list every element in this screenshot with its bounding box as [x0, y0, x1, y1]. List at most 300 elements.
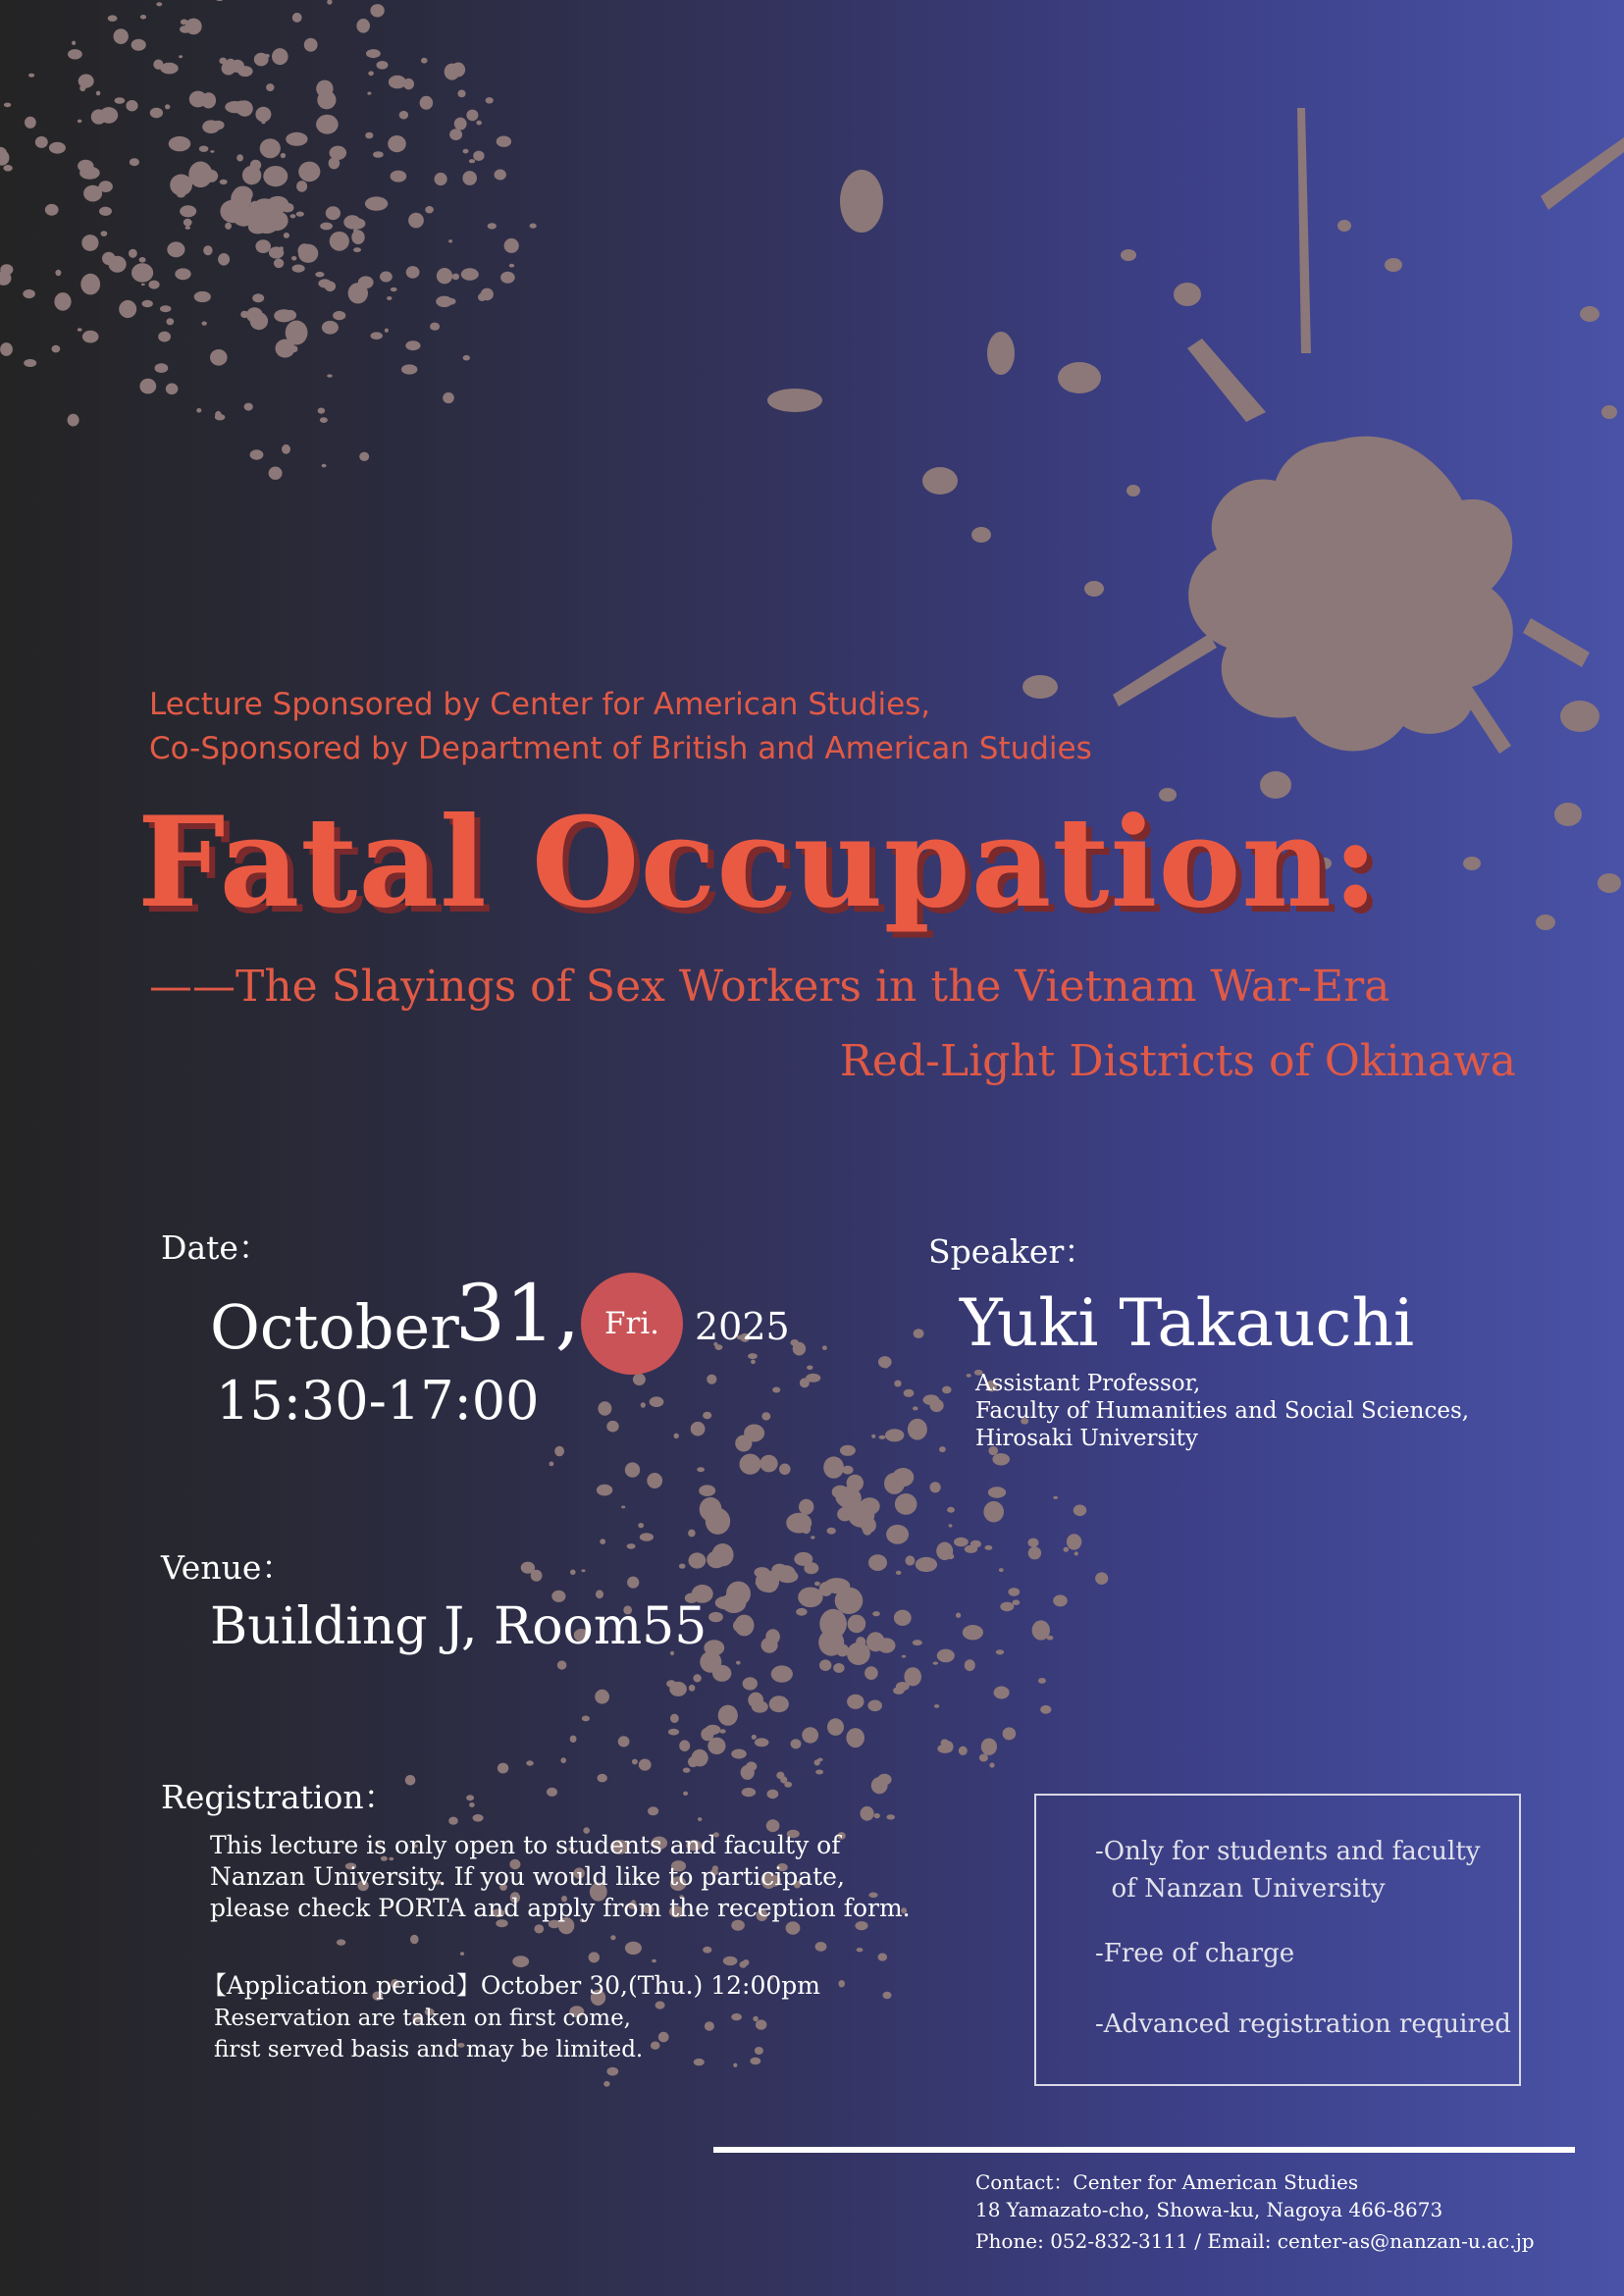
- splatter-dot: [703, 1947, 711, 1954]
- splatter-dot: [80, 274, 100, 295]
- splatter-dot: [25, 117, 36, 129]
- splatter-dot: [618, 1736, 630, 1747]
- splatter-dot: [827, 1528, 836, 1535]
- splatter-dot: [923, 1394, 940, 1405]
- splatter-dot: [985, 1545, 993, 1550]
- splatter-dot: [213, 0, 227, 1]
- splatter-dot: [913, 1406, 918, 1410]
- splatter-dot: [203, 245, 212, 255]
- splatter-dot: [498, 1763, 508, 1774]
- splatter-dot: [823, 1456, 844, 1478]
- splatter-dot: [430, 323, 440, 331]
- splatter-dot: [296, 181, 307, 192]
- eligibility-item-3: -Advanced registration required: [1095, 2009, 1511, 2039]
- splatter-dot: [509, 264, 514, 268]
- splatter-dot: [469, 159, 475, 163]
- splatter-dot: [650, 1396, 664, 1407]
- splatter-dot: [292, 13, 302, 23]
- splatter-dot: [866, 1632, 885, 1651]
- splatter-dot: [916, 1557, 937, 1572]
- splatter-dot: [652, 1959, 656, 1962]
- splatter-dot: [833, 1663, 844, 1673]
- splatter-dot: [748, 1693, 763, 1708]
- splatter-dot: [266, 83, 274, 91]
- splatter-dot: [697, 1467, 705, 1472]
- event-title: Fatal Occupation:: [137, 790, 1380, 935]
- splatter-dot: [140, 15, 146, 20]
- splatter-dot: [640, 1533, 654, 1541]
- splatter-dot: [165, 104, 170, 109]
- splatter-dot: [68, 414, 79, 427]
- splatter-dot: [679, 1740, 690, 1751]
- splatter-dot: [760, 1455, 777, 1473]
- splatter-dot: [554, 1446, 564, 1457]
- splatter-dot: [1028, 1539, 1039, 1547]
- splatter-dot: [49, 142, 66, 154]
- splatter-dot: [1013, 1599, 1021, 1605]
- splatter-dot: [23, 289, 35, 298]
- splatter-dot: [185, 226, 190, 230]
- contact-phone-email: Phone: 052-832-3111 / Email: center-as@nanzan-u.ac.jp: [975, 2229, 1535, 2253]
- splatter-dot: [804, 1562, 818, 1574]
- splatter-dot: [79, 167, 100, 180]
- splatter-dot: [252, 293, 264, 302]
- splatter-dot: [994, 1687, 1010, 1699]
- splatter-dot: [847, 1643, 870, 1665]
- splatter-dot: [689, 1552, 707, 1568]
- splatter-dot: [322, 321, 339, 335]
- splatter-dot: [711, 1543, 733, 1566]
- splatter-dot: [236, 154, 243, 161]
- splatter-dot: [718, 1705, 738, 1726]
- splatter-dot: [156, 2, 162, 6]
- splatter-dot: [78, 120, 82, 124]
- splatter-dot: [992, 1453, 1010, 1465]
- splatter-dot: [225, 223, 232, 230]
- registration-text-2: Nanzan University. If you would like to participate,: [210, 1862, 845, 1891]
- splatter-dot: [272, 48, 288, 65]
- splatter-dot: [779, 1464, 791, 1476]
- splatter-dot: [250, 312, 268, 330]
- splatter-dot: [476, 121, 482, 126]
- splatter-dot: [741, 1765, 755, 1780]
- splatter-dot: [380, 272, 393, 283]
- splatter-dot: [401, 364, 417, 374]
- splatter-dot: [359, 452, 369, 461]
- splatter-dot: [956, 1613, 961, 1618]
- splatter-dot: [811, 1536, 814, 1539]
- splatter-dot: [391, 171, 407, 183]
- splatter-dot: [790, 1339, 799, 1346]
- splatter-dot: [818, 1629, 844, 1655]
- splatter-dot: [983, 1501, 1004, 1523]
- registration-text-1: This lecture is only open to students and faculty of: [210, 1831, 841, 1859]
- splatter-dot: [894, 1610, 912, 1626]
- splatter-dot: [705, 2021, 714, 2031]
- splatter-dot: [126, 100, 137, 111]
- splatter-dot: [153, 59, 163, 69]
- splatter-dot: [82, 331, 99, 343]
- splatter-dot: [72, 41, 76, 45]
- splatter-dot: [807, 1366, 812, 1371]
- splatter-dot: [967, 1374, 971, 1378]
- splatter-dot: [1003, 1727, 1017, 1740]
- splatter-dot: [761, 1412, 770, 1420]
- splatter-dot: [435, 173, 447, 185]
- splatter-dot: [883, 1992, 892, 1999]
- splatter-dot: [846, 1728, 864, 1748]
- splatter-dot: [989, 1762, 994, 1767]
- splatter-dot: [180, 205, 196, 217]
- splatter-dot: [867, 1700, 882, 1712]
- splatter-dot: [284, 233, 289, 238]
- splatter-dot: [996, 1649, 1004, 1654]
- splatter-dot: [199, 146, 209, 152]
- splatter-dot: [755, 1567, 770, 1578]
- splatter-dot: [373, 151, 384, 158]
- splatter-dot: [560, 1757, 566, 1763]
- splatter-dot: [638, 1523, 644, 1528]
- splatter-dot: [81, 235, 98, 251]
- speaker-name: Yuki Takauchi: [960, 1285, 1415, 1361]
- splatter-dot: [365, 196, 388, 210]
- splatter-dot: [670, 1714, 679, 1723]
- splatter-dot: [322, 464, 327, 468]
- splatter-dot: [979, 1754, 988, 1762]
- splatter-dot: [848, 1615, 866, 1634]
- splatter-dot: [693, 1674, 701, 1682]
- splatter-dot: [765, 1629, 780, 1644]
- splatter-dot: [55, 270, 61, 276]
- splatter-dot: [454, 118, 467, 130]
- splatter-dot: [799, 1499, 813, 1515]
- splatter-dot: [1071, 1536, 1076, 1542]
- splatter-dot: [406, 266, 420, 279]
- splatter-dot: [871, 1435, 875, 1438]
- splatter-dot: [160, 305, 171, 312]
- splatter-dot: [99, 207, 112, 216]
- splatter-dot: [449, 129, 462, 140]
- splatter-dot: [269, 246, 284, 258]
- splatter-dot: [371, 332, 383, 339]
- splatter-dot: [425, 206, 434, 213]
- splatter-dot: [473, 1814, 484, 1822]
- splatter-dot: [896, 1571, 902, 1575]
- venue-label: Venue：: [161, 1548, 294, 1587]
- splatter-dot: [1008, 1588, 1020, 1596]
- splatter-dot: [840, 1445, 856, 1456]
- splatter-dot: [913, 1640, 922, 1645]
- splatter-dot: [600, 1539, 605, 1544]
- splatter-dot: [530, 224, 537, 229]
- splatter-dot: [937, 1649, 955, 1663]
- splatter-dot: [1074, 1505, 1087, 1517]
- splatter-dot: [337, 1939, 345, 1945]
- weekday-label: Fri.: [603, 1306, 660, 1341]
- splatter-dot: [3, 165, 12, 172]
- splatter-dot: [466, 1795, 474, 1800]
- splatter-dot: [847, 1695, 864, 1709]
- splatter-dot: [534, 1924, 544, 1933]
- contact-divider: [713, 2147, 1575, 2153]
- splatter-dot: [753, 2016, 759, 2021]
- splatter-dot: [333, 311, 345, 320]
- registration-note-2: first served basis and may be limited.: [214, 2037, 644, 2062]
- speaker-faculty: Faculty of Humanities and Social Sciences,: [975, 1398, 1470, 1424]
- speaker-title: Assistant Professor,: [975, 1371, 1201, 1396]
- splatter-dot: [201, 92, 216, 108]
- splatter-dot: [0, 342, 13, 356]
- splatter-dot: [28, 74, 34, 78]
- splatter-dot: [389, 76, 406, 89]
- splatter-dot: [129, 249, 137, 258]
- splatter-dot: [202, 322, 207, 326]
- speaker-university: Hirosaki University: [975, 1426, 1198, 1451]
- eligibility-item-1-cont: of Nanzan University: [1095, 1874, 1386, 1904]
- splatter-dot: [838, 1980, 845, 1987]
- splatter-dot: [658, 2032, 669, 2043]
- splatter-dot: [188, 162, 212, 188]
- splatter-dot: [448, 1817, 458, 1825]
- splatter-dot: [115, 97, 126, 104]
- splatter-dot: [460, 1952, 464, 1956]
- splatter-dot: [486, 97, 494, 103]
- splatter-dot: [1040, 1705, 1051, 1714]
- splatter-dot: [391, 287, 397, 291]
- venue-place: Building J, Room55: [210, 1597, 707, 1656]
- splatter-dot: [320, 417, 328, 423]
- splatter-dot: [45, 204, 59, 216]
- splatter-dot: [0, 150, 10, 166]
- splatter-dot: [827, 1718, 844, 1736]
- splatter-dot: [581, 1569, 585, 1572]
- splatter-dot: [286, 132, 307, 146]
- splatter-dot: [939, 1446, 946, 1452]
- splatter-dot: [694, 2059, 705, 2065]
- registration-label: Registration：: [161, 1778, 396, 1816]
- splatter-dot: [735, 1615, 755, 1637]
- splatter-dot: [752, 1735, 757, 1740]
- splatter-dot: [315, 272, 324, 278]
- splatter-dot: [641, 1402, 646, 1408]
- splatter-dot: [904, 1389, 915, 1397]
- splatter-dot: [298, 162, 320, 183]
- splatter-dot: [358, 276, 374, 288]
- splatter-dot: [947, 1507, 955, 1513]
- splatter-dot: [463, 355, 470, 361]
- splatter-dot: [589, 1952, 600, 1962]
- splatter-dot: [101, 231, 108, 236]
- splatter-dot: [934, 1704, 939, 1708]
- splatter-dot: [179, 55, 183, 58]
- splatter-dot: [265, 54, 270, 58]
- subtitle-line-2: Red-Light Districts of Okinawa: [839, 1036, 1516, 1086]
- splatter-dot: [603, 2081, 609, 2087]
- splatter-dot: [731, 2013, 742, 2020]
- splatter-dot: [872, 1611, 880, 1616]
- splatter-dot: [52, 345, 61, 353]
- splatter-dot: [330, 232, 349, 251]
- splatter-dot: [210, 150, 214, 153]
- splatter-dot: [222, 62, 236, 76]
- splatter-dot: [1053, 1594, 1068, 1606]
- splatter-dot: [405, 340, 420, 350]
- splatter-dot: [469, 1802, 475, 1807]
- splatter-dot: [526, 1760, 534, 1765]
- splatter-dot: [639, 1759, 652, 1771]
- splatter-dot: [802, 1524, 811, 1534]
- splatter-dot: [304, 38, 318, 52]
- splatter-dot: [610, 1935, 615, 1940]
- splatter-dot: [320, 223, 333, 231]
- splatter-dot: [79, 75, 94, 88]
- splatter-dot: [109, 256, 127, 273]
- date-year: 2025: [695, 1305, 790, 1348]
- splatter-dot: [158, 332, 171, 342]
- splatter-dot: [260, 138, 281, 158]
- splatter-dot: [874, 1813, 880, 1818]
- splatter-dot: [627, 1543, 636, 1549]
- splatter-dot: [365, 132, 373, 139]
- splatter-dot: [327, 0, 332, 5]
- splatter-dot: [284, 310, 296, 321]
- splatter-dot: [291, 256, 296, 261]
- splatter-dot: [748, 1353, 758, 1359]
- splatter-dot: [886, 1814, 895, 1819]
- application-period: 【Application period】October 30,(Thu.) 12:00pm: [202, 1971, 820, 2000]
- splatter-dot: [130, 158, 139, 166]
- splatter-dot: [855, 1921, 867, 1930]
- registration-note-1: Reservation are taken on first come,: [214, 2006, 631, 2031]
- splatter-dot: [796, 1608, 807, 1616]
- splatter-dot: [595, 1690, 609, 1704]
- splatter-dot: [815, 1770, 823, 1775]
- splatter-dot: [244, 403, 253, 411]
- splatter-dot: [148, 281, 159, 289]
- splatter-dot: [884, 1473, 905, 1494]
- splatter-dot: [4, 103, 11, 108]
- splatter-dot: [981, 1739, 997, 1755]
- splatter-dot: [802, 1727, 818, 1743]
- splatter-dot: [330, 146, 347, 160]
- splatter-dot: [385, 329, 389, 333]
- splatter-dot: [180, 26, 191, 33]
- splatter-dot: [183, 219, 192, 227]
- splatter-dot: [632, 1759, 638, 1765]
- splatter-dot: [688, 1530, 696, 1538]
- splatter-dot: [906, 1555, 916, 1565]
- splatter-dot: [290, 214, 296, 218]
- splatter-dot: [169, 136, 191, 151]
- splatter-dot: [497, 136, 511, 147]
- splatter-dot: [327, 374, 333, 377]
- splatter-dot: [276, 339, 295, 358]
- splatter-dot: [99, 181, 113, 192]
- splatter-dot: [478, 293, 487, 301]
- splatter-dot: [884, 1366, 888, 1369]
- splatter-dot: [466, 110, 478, 122]
- splatter-dot: [463, 149, 469, 154]
- splatter-dot: [142, 300, 153, 308]
- splatter-dot: [166, 384, 179, 395]
- splatter-dot: [864, 1666, 878, 1680]
- splatter-dot: [885, 1429, 904, 1441]
- splatter-dot: [170, 175, 192, 196]
- splatter-dot: [683, 1768, 691, 1773]
- splatter-dot: [443, 392, 454, 403]
- contact-line-1: Contact：Center for American Studies: [975, 2170, 1359, 2194]
- splatter-dot: [861, 1806, 874, 1821]
- splatter-dot: [150, 108, 163, 119]
- splatter-dot: [367, 92, 371, 95]
- date-day: 31,: [455, 1268, 581, 1359]
- splatter-dot: [448, 239, 452, 242]
- splatter-dot: [963, 1625, 983, 1640]
- splatter-dot: [886, 1525, 909, 1544]
- splatter-dot: [1028, 1546, 1041, 1559]
- splatter-dot: [723, 1957, 738, 1966]
- splatter-dot: [633, 1374, 646, 1385]
- splatter-dot: [878, 1954, 888, 1961]
- splatter-dot: [292, 265, 305, 273]
- splatter-dot: [131, 39, 146, 51]
- splatter-dot: [733, 2063, 737, 2067]
- splatter-dot: [930, 1482, 941, 1492]
- splatter-dot: [708, 1612, 723, 1622]
- splatter-dot: [445, 64, 460, 80]
- splatter-dot: [666, 1680, 676, 1687]
- splatter-dot: [155, 363, 169, 373]
- splatter-dot: [318, 408, 325, 414]
- splatter-dot: [570, 1736, 577, 1743]
- splatter-dot: [755, 2047, 763, 2055]
- splatter-dot: [814, 1759, 820, 1765]
- splatter-dot: [742, 1788, 756, 1797]
- splatter-dot: [141, 284, 145, 286]
- splatter-dot: [218, 253, 230, 266]
- splatter-dot: [771, 1665, 793, 1682]
- splatter-dot: [420, 96, 434, 110]
- splatter-dot: [688, 1756, 699, 1767]
- splatter-dot: [715, 1596, 736, 1610]
- speaker-label: Speaker：: [928, 1232, 1097, 1271]
- splatter-dot: [550, 1462, 554, 1467]
- splatter-dot: [786, 1921, 801, 1934]
- contact-address: 18 Yamazato-cho, Showa-ku, Nagoya 466-8673: [975, 2198, 1443, 2221]
- splatter-dot: [848, 1502, 874, 1528]
- splatter-dot: [819, 1582, 833, 1596]
- splatter-dot: [896, 1682, 910, 1691]
- subtitle-line-1: ——The Slayings of Sex Workers in the Vietnam War-Era: [149, 962, 1390, 1012]
- splatter-dot: [1074, 1551, 1078, 1555]
- splatter-dot: [914, 1329, 924, 1338]
- splatter-dot: [78, 328, 82, 332]
- splatter-dot: [868, 1554, 887, 1571]
- splatter-dot: [707, 1375, 716, 1384]
- splatter-dot: [196, 408, 201, 413]
- splatter-dot: [743, 1677, 758, 1690]
- splatter-dot: [405, 1775, 416, 1786]
- splatter-dot: [269, 467, 283, 480]
- splatter-dot: [806, 1374, 820, 1383]
- splatter-dot: [298, 243, 312, 258]
- splatter-dot: [625, 1942, 642, 1955]
- splatter-dot: [625, 1462, 640, 1477]
- splatter-dot: [703, 1412, 711, 1419]
- splatter-dot: [108, 15, 118, 22]
- splatter-dot: [281, 153, 286, 158]
- splatter-dot: [780, 1776, 787, 1783]
